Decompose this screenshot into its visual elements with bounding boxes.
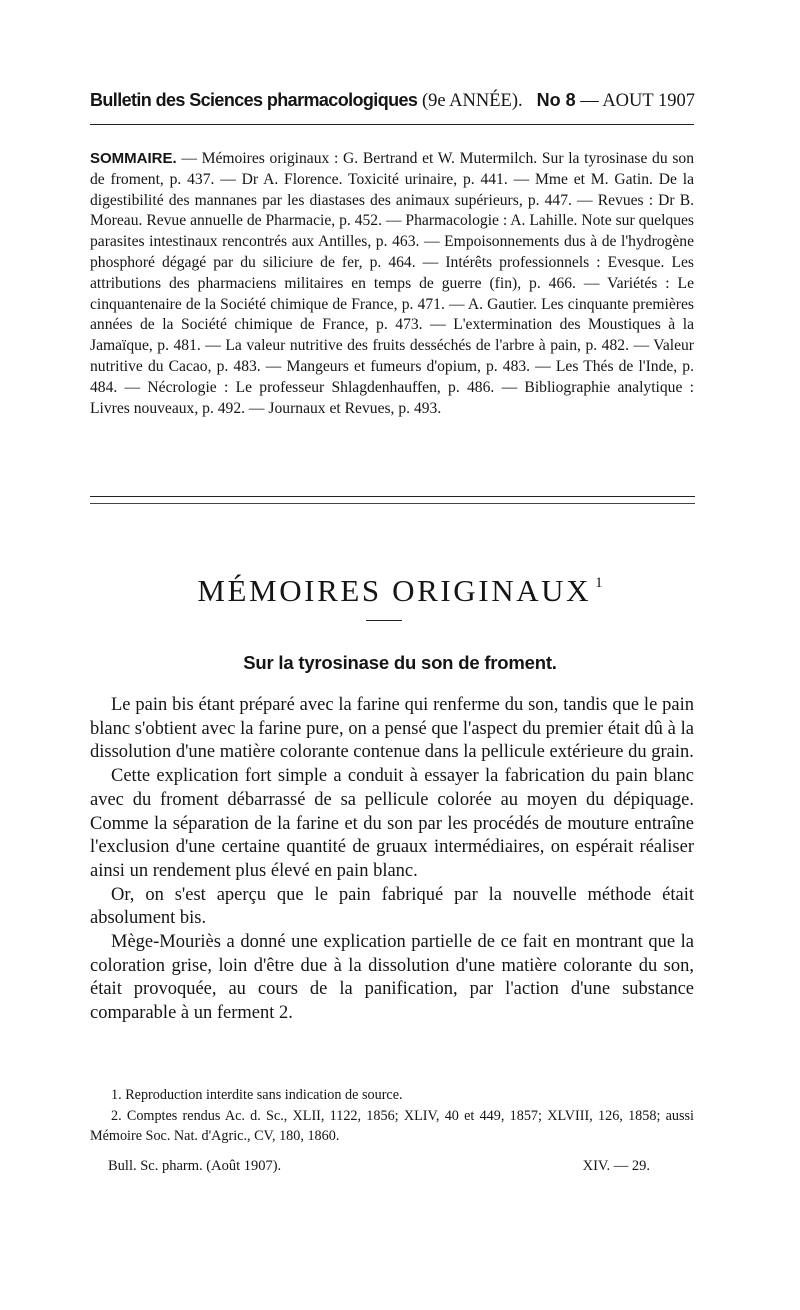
paragraph: Cette explication fort simple a conduit à essayer la fabrication du pain blanc avec du froment débarrassé de sa pellicule colorée au moyen du dépiquage. Comme la séparation de la farine et du son par les procédés de mouture entraîne l'exclusion d'une certaine quantité de gruaux intermédiaires, on espérait réaliser ainsi un rendement plus élevé en pain blanc. [90, 766, 694, 881]
footnote: 1. Reproduction interdite sans indication de source. [111, 1087, 403, 1103]
header-right [537, 86, 695, 115]
running-header [90, 86, 695, 116]
paragraph: Le pain bis étant préparé avec la farine qui renferme du son, tandis que le pain blanc s'obtient avec la farine pure, on a pensé que l'aspect du premier était dû à la dissolution d'une matière colorante contenue dans la pellicule extérieure du grain. [90, 695, 694, 763]
footnote: 2. Comptes rendus Ac. d. Sc., XLII, 1122, 1856; XLIV, 40 et 449, 1857; XLVIII, 126, 1858; aussi Mémoire Soc. Nat. d'Agric., CV, 180, 1860. [90, 1107, 694, 1144]
page-footer [108, 1156, 650, 1176]
footnotes [90, 1085, 694, 1147]
header-left [90, 86, 523, 115]
footer-citation: Bull. Sc. pharm. (Août 1907). [108, 1158, 282, 1174]
paragraph: Or, on s'est aperçu que le pain fabriqué par la nouvelle méthode était absolument bis. [90, 884, 694, 929]
footnote-marker: 1 [595, 575, 603, 591]
summary-heading: SOMMAIRE. [90, 150, 177, 167]
article-body [90, 694, 694, 1026]
header-rule [90, 124, 694, 125]
issue-number: No 8 [536, 90, 576, 110]
section-title [0, 561, 800, 613]
journal-name: Bulletin des Sciences pharmacologiques [90, 90, 418, 110]
section-divider [90, 496, 695, 504]
issue-date: — AOUT 1907 [580, 91, 695, 111]
volume-year: (9e ANNÉE). [421, 91, 523, 111]
paragraph: Mège-Mouriès a donné une explication partielle de ce fait en montrant que la coloration grise, loin d'être due à la dissolution d'une matière colorante du son, était provoquée, au cours de la panification, par l'action d'une substance comparable à un ferment 2. [90, 932, 694, 1024]
article-title: Sur la tyrosinase du son de froment. [243, 652, 557, 673]
section-title-text: MÉMOIRES ORIGINAUX [197, 573, 592, 608]
summary-body: — Mémoires originaux : G. Bertrand et W. Mutermilch. Sur la tyrosinase du son de froment, p. 437. — Dr A. Florence. Toxicité urinaire, p. 441. — Mme et M. Gatin. De la digestibilité des mannanes par les diastases des animaux supérieurs, p. 447. — Revues : Dr B. Moreau. Revue annuelle de Pharmacie, p. 452. — Pharmacologie : A. Lahille. Note sur quelques parasites intestinaux rencontrés aux Antilles, p. 463. — Empoisonnements dus à de l'hydrogène phosphoré dégagé par du siliciure de fer, p. 464. — Intérêts professionnels : Evesque. Les attributions des pharmaciens militaires en temps de guerre (fin), p. 466. — Variétés : Le cinquantenaire de la Société chimique de France, p. 471. — A. Gautier. Les cinquante premières années de la Société chimique de France, p. 473. — L'extermination des Moustiques à la Jamaïque, p. 481. — La valeur nutritive des fruits desséchés de l'arbre à pain, p. 482. — Valeur nutritive du Cacao, p. 483. — Mangeurs et fumeurs d'opium, p. 483. — Les Thés de l'Inde, p. 484. — Nécrologie : Le professeur Shlagdenhauffen, p. 486. — Bibliographie analytique : Livres nouveaux, p. 492. — Journaux et Revues, p. 493. [90, 150, 694, 417]
title-rule [366, 620, 402, 621]
table-of-contents [90, 149, 694, 419]
summary-text [90, 149, 694, 419]
footer-volume: XIV. — 29. [582, 1158, 650, 1174]
